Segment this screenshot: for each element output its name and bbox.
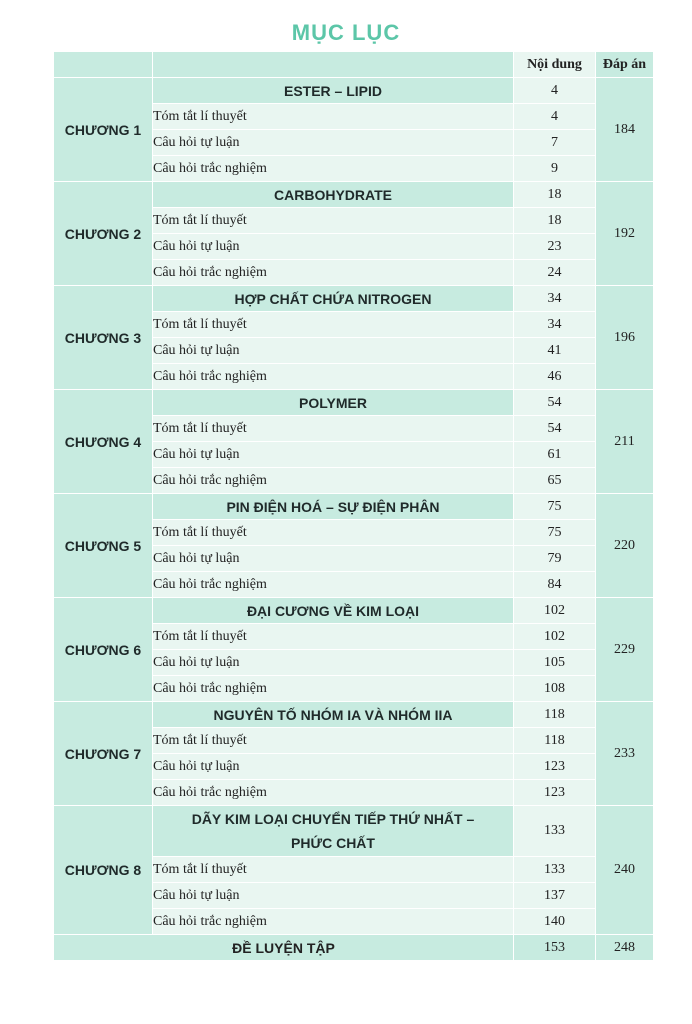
chapter-4-essay-page: 61	[514, 442, 596, 468]
chapter-7-topic[interactable]: NGUYÊN TỐ NHÓM IA VÀ NHÓM IIA	[153, 702, 514, 728]
chapter-8-essay-page: 137	[514, 883, 596, 909]
chapter-8-theory[interactable]: Tóm tắt lí thuyết	[153, 857, 514, 883]
chapter-7-quiz-page: 123	[514, 780, 596, 806]
chapter-6-essay[interactable]: Câu hỏi tự luận	[153, 650, 514, 676]
chapter-8-quiz-page: 140	[514, 909, 596, 935]
chapter-1-topic-page: 4	[514, 78, 596, 104]
chapter-6-answer-page: 229	[596, 598, 654, 702]
chapter-1-topic[interactable]: ESTER – LIPID	[153, 78, 514, 104]
chapter-6-label: CHƯƠNG 6	[54, 598, 153, 702]
practice-row	[54, 935, 654, 961]
chapter-6-theory-page: 102	[514, 624, 596, 650]
chapter-4-topic-page: 54	[514, 390, 596, 416]
chapter-2-answer-page: 192	[596, 182, 654, 286]
chapter-8-essay[interactable]: Câu hỏi tự luận	[153, 883, 514, 909]
chapter-8-answer-page: 240	[596, 806, 654, 935]
page-title: MỤC LỤC	[291, 20, 401, 45]
chapter-1-quiz[interactable]: Câu hỏi trắc nghiệm	[153, 156, 514, 182]
chapter-4-theory-page: 54	[514, 416, 596, 442]
header-content: Nội dung	[514, 52, 596, 78]
chapter-2-quiz[interactable]: Câu hỏi trắc nghiệm	[153, 260, 514, 286]
chapter-4-essay[interactable]: Câu hỏi tự luận	[153, 442, 514, 468]
chapter-1-answer-page: 184	[596, 78, 654, 182]
chapter-8-theory-page: 133	[514, 857, 596, 883]
chapter-5-label: CHƯƠNG 5	[54, 494, 153, 598]
chapter-3-quiz[interactable]: Câu hỏi trắc nghiệm	[153, 364, 514, 390]
chapter-5-answer-page: 220	[596, 494, 654, 598]
chapter-2-quiz-page: 24	[514, 260, 596, 286]
chapter-6-essay-page: 105	[514, 650, 596, 676]
chapter-1-quiz-page: 9	[514, 156, 596, 182]
chapter-8-quiz[interactable]: Câu hỏi trắc nghiệm	[153, 909, 514, 935]
chapter-5-essay-page: 79	[514, 546, 596, 572]
chapter-6-theory[interactable]: Tóm tắt lí thuyết	[153, 624, 514, 650]
chapter-7-quiz[interactable]: Câu hỏi trắc nghiệm	[153, 780, 514, 806]
chapter-5-quiz-page: 84	[514, 572, 596, 598]
chapter-8-topic[interactable]	[153, 806, 514, 857]
practice-tests-label[interactable]: ĐỀ LUYỆN TẬP	[54, 935, 514, 961]
chapter-3-essay[interactable]: Câu hỏi tự luận	[153, 338, 514, 364]
header-row	[54, 52, 654, 78]
header-blank-cell	[153, 52, 514, 78]
chapter-2-theory[interactable]: Tóm tắt lí thuyết	[153, 208, 514, 234]
chapter-5-quiz[interactable]: Câu hỏi trắc nghiệm	[153, 572, 514, 598]
chapter-2-essay[interactable]: Câu hỏi tự luận	[153, 234, 514, 260]
chapter-2-topic-page: 18	[514, 182, 596, 208]
chapter-7-topic-page: 118	[514, 702, 596, 728]
chapter-7-answer-page: 233	[596, 702, 654, 806]
chapter-3-label: CHƯƠNG 3	[54, 286, 153, 390]
chapter-6-topic[interactable]: ĐẠI CƯƠNG VỀ KIM LOẠI	[153, 598, 514, 624]
chapter-3-topic[interactable]: HỢP CHẤT CHỨA NITROGEN	[153, 286, 514, 312]
header-answer: Đáp án	[596, 52, 654, 78]
chapter-4-quiz-page: 65	[514, 468, 596, 494]
chapter-2-label: CHƯƠNG 2	[54, 182, 153, 286]
chapter-7-essay-page: 123	[514, 754, 596, 780]
chapter-7-theory[interactable]: Tóm tắt lí thuyết	[153, 728, 514, 754]
chapter-5-theory[interactable]: Tóm tắt lí thuyết	[153, 520, 514, 546]
chapter-4-topic[interactable]: POLYMER	[153, 390, 514, 416]
chapter-8-topic-line-2: PHỨC CHẤT	[291, 835, 375, 851]
chapter-1-theory-page: 4	[514, 104, 596, 130]
chapter-3-theory[interactable]: Tóm tắt lí thuyết	[153, 312, 514, 338]
chapter-5-topic[interactable]: PIN ĐIỆN HOÁ – SỰ ĐIỆN PHÂN	[153, 494, 514, 520]
chapter-3-topic-page: 34	[514, 286, 596, 312]
chapter-4-answer-page: 211	[596, 390, 654, 494]
chapter-1-label: CHƯƠNG 1	[54, 78, 153, 182]
chapter-3-essay-page: 41	[514, 338, 596, 364]
chapter-2-theory-page: 18	[514, 208, 596, 234]
chapter-2-essay-page: 23	[514, 234, 596, 260]
chapter-7-essay[interactable]: Câu hỏi tự luận	[153, 754, 514, 780]
chapter-5-theory-page: 75	[514, 520, 596, 546]
chapter-5-topic-page: 75	[514, 494, 596, 520]
chapter-2-topic[interactable]: CARBOHYDRATE	[153, 182, 514, 208]
chapter-3-answer-page: 196	[596, 286, 654, 390]
chapter-7-label: CHƯƠNG 7	[54, 702, 153, 806]
toc-table	[53, 51, 654, 961]
chapter-1-essay[interactable]: Câu hỏi tự luận	[153, 130, 514, 156]
chapter-8-topic-page: 133	[514, 806, 596, 857]
header-blank-cell	[54, 52, 153, 78]
chapter-6-quiz[interactable]: Câu hỏi trắc nghiệm	[153, 676, 514, 702]
chapter-1-theory[interactable]: Tóm tắt lí thuyết	[153, 104, 514, 130]
chapter-1-essay-page: 7	[514, 130, 596, 156]
chapter-3-quiz-page: 46	[514, 364, 596, 390]
chapter-5-essay[interactable]: Câu hỏi tự luận	[153, 546, 514, 572]
practice-tests-page: 153	[514, 935, 596, 961]
practice-tests-answer-page: 248	[596, 935, 654, 961]
chapter-6-quiz-page: 108	[514, 676, 596, 702]
chapter-7-theory-page: 118	[514, 728, 596, 754]
chapter-4-label: CHƯƠNG 4	[54, 390, 153, 494]
chapter-8-label: CHƯƠNG 8	[54, 806, 153, 935]
chapter-4-theory[interactable]: Tóm tắt lí thuyết	[153, 416, 514, 442]
chapter-4-quiz[interactable]: Câu hỏi trắc nghiệm	[153, 468, 514, 494]
chapter-6-topic-page: 102	[514, 598, 596, 624]
chapter-3-theory-page: 34	[514, 312, 596, 338]
chapter-8-topic-line-1: DÃY KIM LOẠI CHUYỂN TIẾP THỨ NHẤT –	[191, 811, 475, 827]
